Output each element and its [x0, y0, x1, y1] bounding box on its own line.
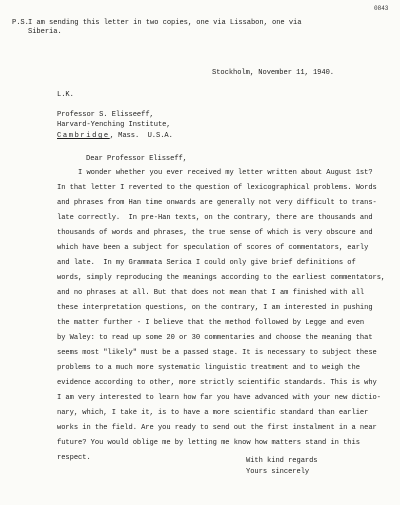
salutation: Dear Professor Elisseff,	[86, 155, 187, 163]
recipient-city: Cambridge	[57, 132, 110, 140]
page-number: 0843	[374, 5, 389, 12]
body-line: problems to a much more systematic linguistic treatment and to weigh the	[57, 364, 360, 372]
body-line: the matter further - I believe that the method followed by Legge and even	[57, 319, 365, 327]
body-line: and late. In my Grammata Serica I could only give brief definitions of	[57, 259, 356, 267]
signoff: Yours sincerely	[246, 468, 310, 476]
closing: With kind regards	[246, 457, 318, 465]
body-line: words, simply reproducing the meanings according to the earliest commentators,	[57, 274, 386, 282]
body-line: thousands of words and phrases, the true sense of which is very obscure and	[57, 229, 373, 237]
ps-label: P.S.	[12, 19, 29, 27]
recipient-name: Professor S. Elisseeff,	[57, 111, 154, 119]
body-line: late correctly. In pre-Han texts, on the contrary, there are thousands and	[57, 214, 373, 222]
body-line: and phrases from Han time onwards are generally not very difficult to trans-	[57, 199, 377, 207]
body-line: seems most "likely" must be a passed stage. It is necessary to subject these	[57, 349, 377, 357]
body-line: respect.	[57, 454, 91, 462]
body-line: I am very interested to learn how far you have advanced with your new dictio-	[57, 394, 381, 402]
body-line: these interpretation questions, on the contrary, I am interested in pushing	[57, 304, 373, 312]
body-line: nary, which, I take it, is to have a more scientific standard than earlier	[57, 409, 369, 417]
body-line: by Waley: to read up some 20 or 30 commentaries and choose the meaning that	[57, 334, 373, 342]
body-line: which have been a subject for speculation of scores of commentators, early	[57, 244, 369, 252]
recipient-institution: Harvard-Yenching Institute,	[57, 121, 171, 129]
body-line: and no phrases at all. But that does not mean that I am finished with all	[57, 289, 365, 297]
recipient-address	[57, 133, 173, 141]
body-line: future? You would oblige me by letting me know how matters stand in this	[57, 439, 360, 447]
ps-text-line-2: Siberia.	[28, 28, 62, 36]
reference-initials: L.K.	[57, 91, 74, 99]
body-line: In that letter I reverted to the question of lexicographical problems. Words	[57, 184, 377, 192]
ps-text-line-1: I am sending this letter in two copies, one via Lissabon, one via	[28, 19, 302, 27]
body-line: works in the field. Are you ready to send out the first instalment in a near	[57, 424, 377, 432]
body-line: I wonder whether you ever received my letter written about August 1st?	[57, 169, 373, 177]
body-line: evidence according to other, more strictly scientific standards. This is why	[57, 379, 377, 387]
letter-date: Stockholm, November 11, 1940.	[212, 69, 335, 77]
recipient-country: , Mass. U.S.A.	[109, 132, 173, 140]
